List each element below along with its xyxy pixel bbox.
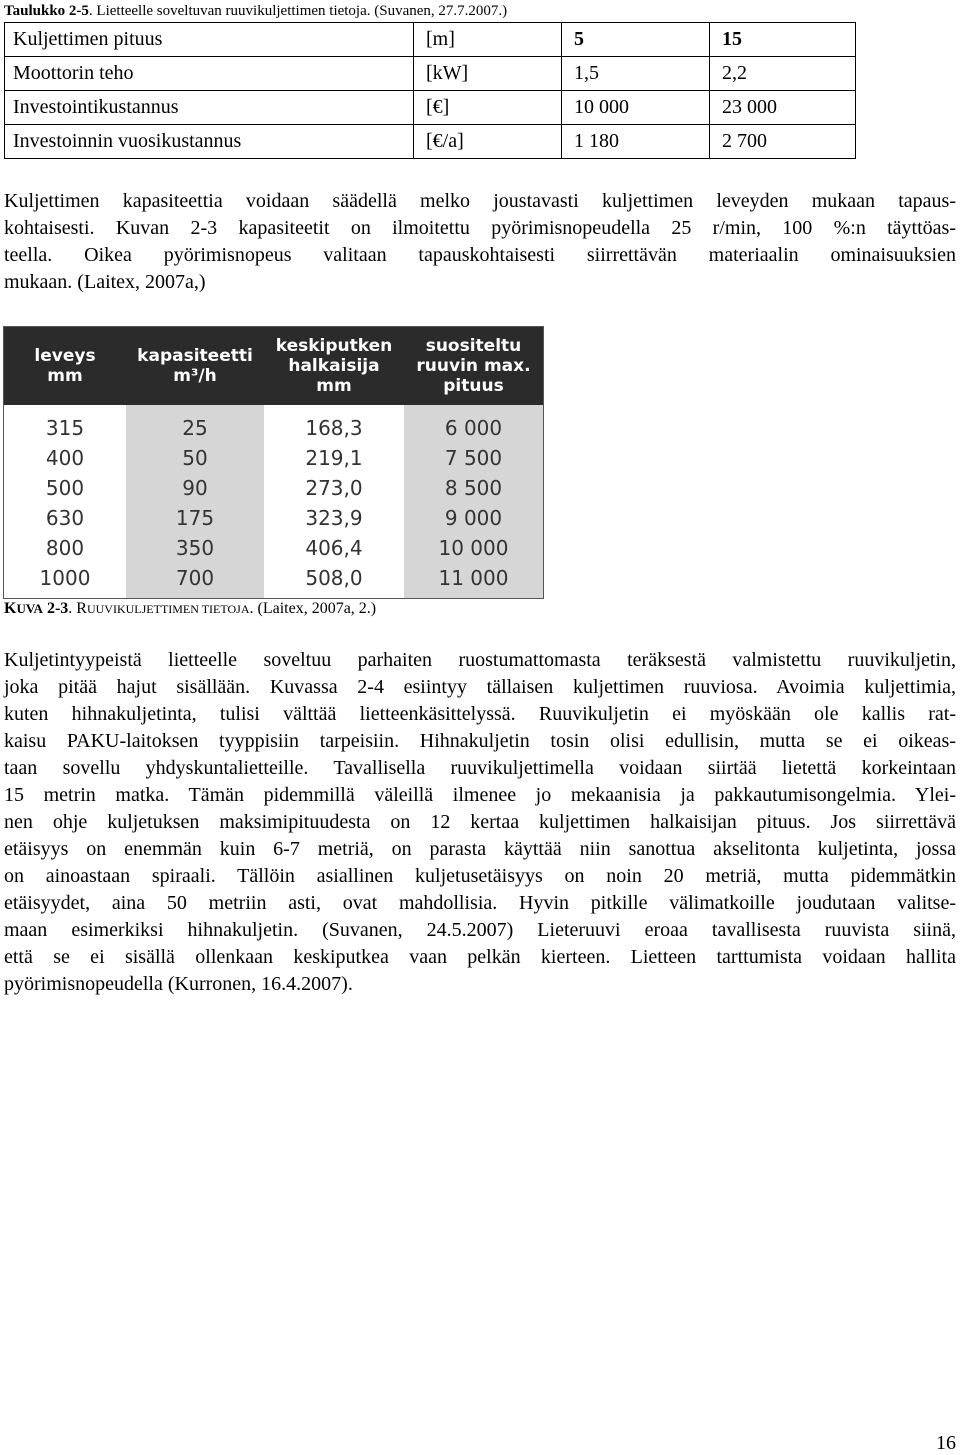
figure-cell: 7 500 (444, 446, 503, 470)
header-line: halkaisija (288, 356, 380, 376)
header-line: ruuvin max. (416, 356, 531, 376)
paragraph-conveyor-types (4, 647, 956, 998)
text-line: on ainoastaan spiraali. Tällöin asiallinen kuljetusetäisyys on noin 20 metriä, mutta pidemmätkin (4, 865, 956, 887)
caption-label-rest: UVA (16, 601, 43, 616)
header-line: leveys (34, 346, 96, 366)
text-line: nen ohje kuljetuksen maksimipituudesta on 12 kertaa kuljettimen halkaisijan pituus. Jos siirrettävä (4, 811, 956, 833)
figure-cell: 219,1 (305, 446, 363, 470)
spec-value2-cell: 23 000 (710, 91, 856, 125)
figure-cell: 323,9 (305, 506, 363, 530)
figure-cell: 6 000 (444, 416, 503, 440)
figure-cell: 700 (175, 566, 215, 590)
figure-cell: 500 (45, 476, 85, 500)
spec-unit-cell: [m] (414, 23, 562, 57)
figure-cell: 11 000 (438, 566, 509, 590)
header-line: kapasiteetti (137, 346, 253, 366)
spec-value1-cell: 1 180 (562, 125, 710, 159)
caption-label-initial: K (4, 600, 17, 617)
figure-cell: 8 500 (444, 476, 503, 500)
spec-unit-cell: [€/a] (414, 125, 562, 159)
text-line: maan esimerkiksi hihnakuljetin. (Suvanen, 24.5.2007) Lieteruuvi eroaa tavallisesta ruuvista siinä, (4, 919, 956, 941)
figure-cell: 400 (45, 446, 85, 470)
header-line: m³/h (173, 366, 217, 386)
figure-cell: 800 (45, 536, 85, 560)
caption-title-rest: UUVIKULJETTIMEN TIETOJA (86, 602, 250, 616)
figure-cell: 25 (182, 416, 208, 440)
spec-name-cell: Investointikustannus (5, 91, 414, 125)
page-number: 16 (936, 1432, 956, 1454)
figure-header-max-length (404, 327, 543, 405)
figure-cell: 508,0 (305, 566, 363, 590)
text-line: joka pitää hajut sisällään. Kuvassa 2-4 esiintyy tällaisen kuljettimen ruuviosa. Avoimia kuljettimia, (4, 676, 956, 698)
spec-name-cell: Investoinnin vuosikustannus (5, 125, 414, 159)
figure-cell: 350 (175, 536, 215, 560)
table-row (5, 125, 856, 159)
text-line: Kuljetintyypeistä lietteelle soveltuu parhaiten ruostumattomasta teräksestä valmistettu ruuvikuljetin, (4, 649, 956, 671)
text-line: etäisyys on enemmän kuin 6-7 metriä, on parasta käyttää niin sanottua akselitonta kuljetinta, jossa (4, 838, 956, 860)
caption-source: . (Laitex, 2007a, 2.) (249, 600, 377, 617)
text-line: kohtaisesti. Kuvan 2-3 kapasiteetit on ilmoitettu pyörimisnopeudella 25 r/min, 100 %:n täyttöas- (4, 217, 956, 239)
text-line: etäisyydet, aina 50 metriin asti, ovat mahdollisia. Hyvin pitkille välimatkoille joudutaan valitse- (4, 892, 956, 914)
figure-cell: 1000 (39, 566, 91, 590)
text-line: Kuljettimen kapasiteettia voidaan säädellä melko joustavasti kuljettimen leveyden mukaan tapaus- (4, 190, 956, 212)
screw-conveyor-figure (3, 326, 544, 599)
header-line: mm (316, 376, 352, 396)
spec-name-cell: Kuljettimen pituus (5, 23, 414, 57)
figure-header (4, 327, 543, 405)
spec-name-cell: Moottorin teho (5, 57, 414, 91)
caption-number: 2-3 (42, 600, 69, 617)
figure-cell: 406,4 (305, 536, 363, 560)
figure-header-pipe-diameter (264, 327, 404, 405)
text-line: kuten hihnakuljetinta, tulisi välttää lietteenkäsittelyssä. Ruuvikuljetin ei myöskään ole kallis rat- (4, 703, 956, 725)
caption-title-initial: R (76, 600, 87, 617)
text-line: 15 metrin matka. Tämän pidemmillä väleillä ilmenee jo mekaanisia ja pakkautumisongelmia. Ylei- (4, 784, 956, 806)
text-line: että se ei sisällä ollenkaan keskiputkea vaan pelkän kierteen. Lietteen tarttumista voidaan hallita (4, 946, 956, 968)
figure-cell: 630 (45, 506, 85, 530)
text-line: pyörimisnopeudella (Kurronen, 16.4.2007). (4, 973, 353, 995)
figure-cell: 50 (182, 446, 208, 470)
figure-cell: 273,0 (305, 476, 363, 500)
spec-value1-cell: 1,5 (562, 57, 710, 91)
figure-header-capacity (126, 327, 264, 405)
header-line: pituus (443, 376, 504, 396)
table-caption-label: Taulukko 2-5 (4, 3, 89, 19)
figure-cell: 168,3 (305, 416, 363, 440)
text-line: kaisu PAKU-laitoksen tyyppisiin tarpeisiin. Hihnakuljetin tosin olisi edullisin, mutta se ei oikeas- (4, 730, 956, 752)
spec-value1-cell: 10 000 (562, 91, 710, 125)
header-line: keskiputken (275, 336, 393, 356)
spec-unit-cell: [kW] (414, 57, 562, 91)
text-line: mukaan. (Laitex, 2007a,) (4, 271, 206, 293)
text-line: taan sovellu yhdyskuntalietteille. Tavallisella ruuvikuljettimella voidaan siirtää lietettä korkeintaan (4, 757, 956, 779)
spec-unit-cell: [€] (414, 91, 562, 125)
table-caption-text: . Lietteelle soveltuvan ruuvikuljettimen tietoja. (Suvanen, 27.7.2007.) (88, 3, 508, 19)
figure-caption (4, 600, 376, 618)
table-caption (4, 2, 507, 20)
figure-cell: 315 (45, 416, 85, 440)
table-row (5, 91, 856, 125)
figure-cell: 10 000 (438, 536, 509, 560)
paragraph-capacity (4, 188, 956, 296)
spec-value2-cell: 2,2 (710, 57, 856, 91)
caption-separator: . (68, 600, 77, 617)
table-row (5, 57, 856, 91)
figure-header-width (4, 327, 126, 405)
text-line: teella. Oikea pyörimisnopeus valitaan tapauskohtaisesti siirrettävän materiaalin ominaisuuksien (4, 244, 956, 266)
spec-value2-cell: 2 700 (710, 125, 856, 159)
spec-table (4, 22, 856, 159)
figure-cell: 175 (175, 506, 215, 530)
spec-value2-cell: 15 (710, 23, 856, 57)
header-line: suositeltu (425, 336, 522, 356)
figure-cell: 90 (182, 476, 208, 500)
spec-value1-cell: 5 (562, 23, 710, 57)
table-row (5, 23, 856, 57)
figure-cell: 9 000 (444, 506, 503, 530)
header-line: mm (47, 366, 83, 386)
